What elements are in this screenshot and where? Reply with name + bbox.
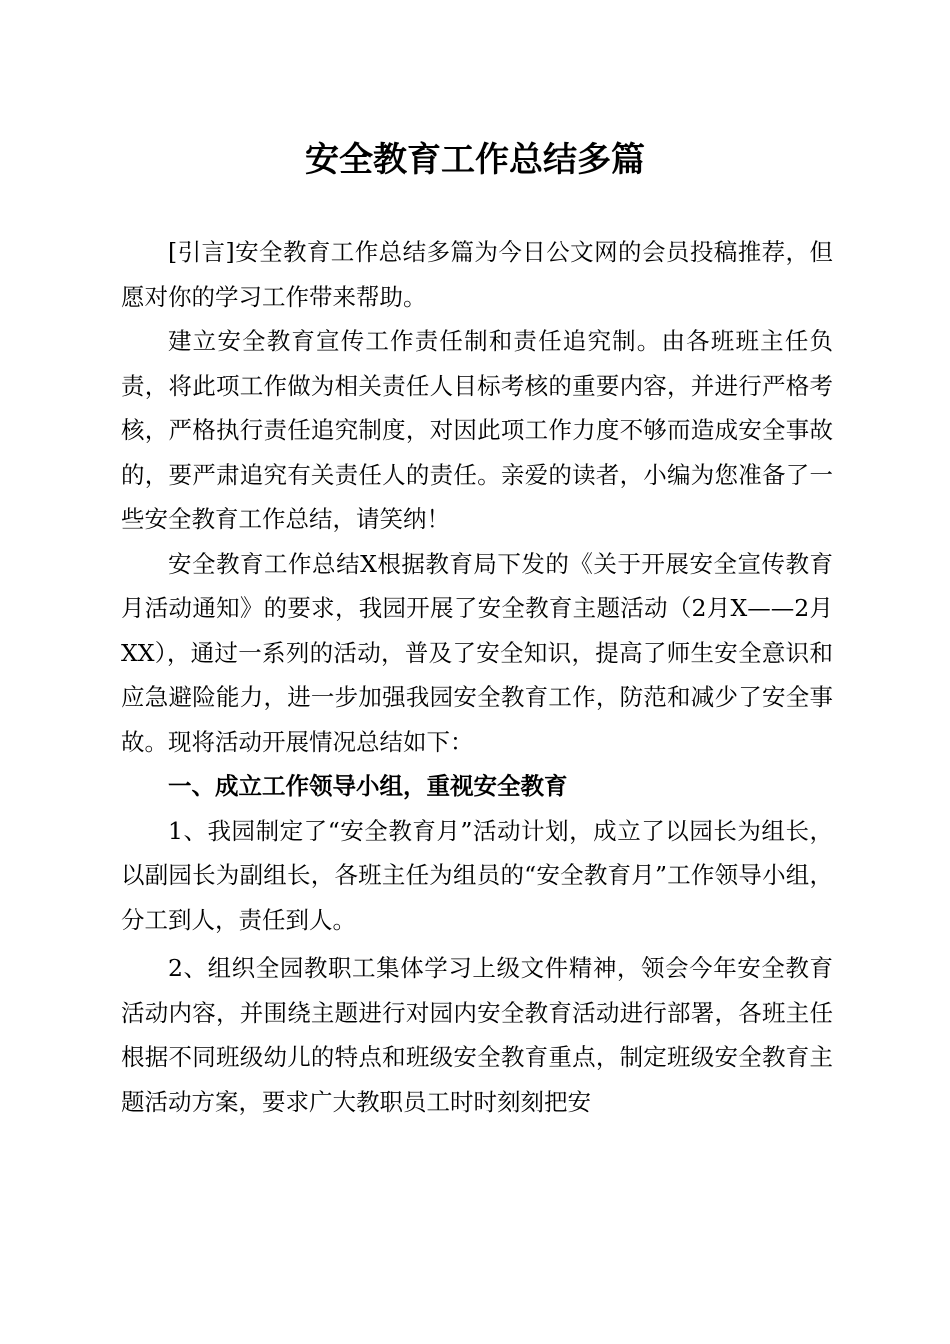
- document-title: 安全教育工作总结多篇: [305, 140, 645, 180]
- document-body: [121, 230, 833, 1124]
- body-paragraph: 建立安全教育宣传工作责任制和责任追究制。由各班班主任负责，将此项工作做为相关责任人目标考核的重要内容，并进行严格考核，严格执行责任追究制度，对因此项工作力度不够而造成安全事故的，要严肃追究有关责任人的责任。亲爱的读者，小编为您准备了一些安全教育工作总结，请笑纳！: [121, 327, 833, 533]
- body-paragraph: 2、组织全园教职工集体学习上级文件精神，领会今年安全教育活动内容，并围绕主题进行对园内安全教育活动进行部署，各班主任根据不同班级幼儿的特点和班级安全教育重点，制定班级安全教育主题活动方案，要求广大教职员工时时刻刻把安: [121, 954, 833, 1116]
- intro-paragraph: [引言]安全教育工作总结多篇为今日公文网的会员投稿推荐，但愿对你的学习工作带来帮助。: [121, 238, 833, 311]
- body-paragraph: 1、我园制定了“安全教育月”活动计划，成立了以园长为组长，以副园长为副组长，各班主任为组员的“安全教育月”工作领导小组，分工到人，责任到人。: [121, 816, 833, 934]
- body-paragraph: 安全教育工作总结X根据教育局下发的《关于开展安全宣传教育月活动通知》的要求，我园开展了安全教育主题活动（2月X——2月XX），通过一系列的活动，普及了安全知识，提高了师生安全意识和应急避险能力，进一步加强我园安全教育工作，防范和减少了安全事故。现将活动开展情况总结如下：: [121, 549, 833, 756]
- section-heading: 一、成立工作领导小组，重视安全教育: [168, 772, 568, 800]
